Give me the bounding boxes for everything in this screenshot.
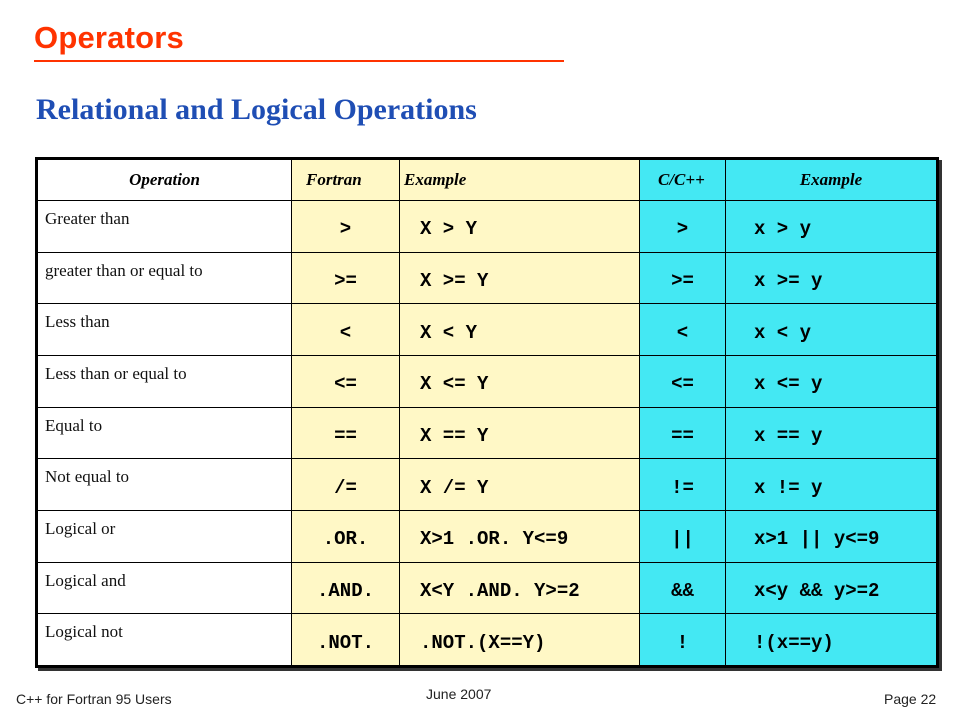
fortran-operator: .NOT. [292,614,400,666]
c-operator: == [640,407,726,459]
header-fortran: Fortran [292,160,400,201]
operation-name: Logical not [38,614,292,666]
footer-course: C++ for Fortran 95 Users [16,691,172,707]
c-operator: != [640,459,726,511]
c-example: x != y [726,459,937,511]
slide-subtitle: Relational and Logical Operations [36,93,477,126]
c-example: x == y [726,407,937,459]
fortran-operator: .AND. [292,562,400,614]
c-example: x>1 || y<=9 [726,510,937,562]
operation-name: Logical or [38,510,292,562]
operation-name: Logical and [38,562,292,614]
c-operator: < [640,304,726,356]
fortran-operator: < [292,304,400,356]
fortran-example: X<Y .AND. Y>=2 [400,562,640,614]
operators-table [35,157,939,668]
table-row [38,304,937,356]
table-row [38,355,937,407]
fortran-operator: >= [292,252,400,304]
fortran-example: .NOT.(X==Y) [400,614,640,666]
slide-title: Operators [34,20,184,55]
table-row [38,252,937,304]
c-operator: >= [640,252,726,304]
table-row [38,614,937,666]
c-operator: ! [640,614,726,666]
fortran-operator: .OR. [292,510,400,562]
c-example: x<y && y>=2 [726,562,937,614]
c-example: x > y [726,201,937,253]
table-row [38,407,937,459]
c-operator: && [640,562,726,614]
c-example: !(x==y) [726,614,937,666]
c-operator: || [640,510,726,562]
fortran-example: X>1 .OR. Y<=9 [400,510,640,562]
fortran-example: X > Y [400,201,640,253]
fortran-example: X <= Y [400,355,640,407]
fortran-operator: <= [292,355,400,407]
header-fortran-example: Example [400,160,640,201]
operation-name: Greater than [38,201,292,253]
operation-name: Not equal to [38,459,292,511]
operation-name: greater than or equal to [38,252,292,304]
fortran-example: X /= Y [400,459,640,511]
c-example: x <= y [726,355,937,407]
fortran-example: X >= Y [400,252,640,304]
footer-page: Page 22 [884,691,937,707]
table-row [38,562,937,614]
operation-name: Less than or equal to [38,355,292,407]
fortran-operator: > [292,201,400,253]
fortran-example: X < Y [400,304,640,356]
fortran-operator: == [292,407,400,459]
table-row [38,510,937,562]
operation-name: Equal to [38,407,292,459]
title-underline [34,60,564,62]
footer-date: June 2007 [426,686,492,702]
c-operator: > [640,201,726,253]
table-row [38,459,937,511]
fortran-operator: /= [292,459,400,511]
c-example: x < y [726,304,937,356]
operation-name: Less than [38,304,292,356]
header-operation: Operation [38,160,292,201]
header-c-example: Example [726,160,937,201]
fortran-example: X == Y [400,407,640,459]
table-header-row [38,160,937,201]
header-c: C/C++ [640,160,726,201]
table-row [38,201,937,253]
c-example: x >= y [726,252,937,304]
c-operator: <= [640,355,726,407]
